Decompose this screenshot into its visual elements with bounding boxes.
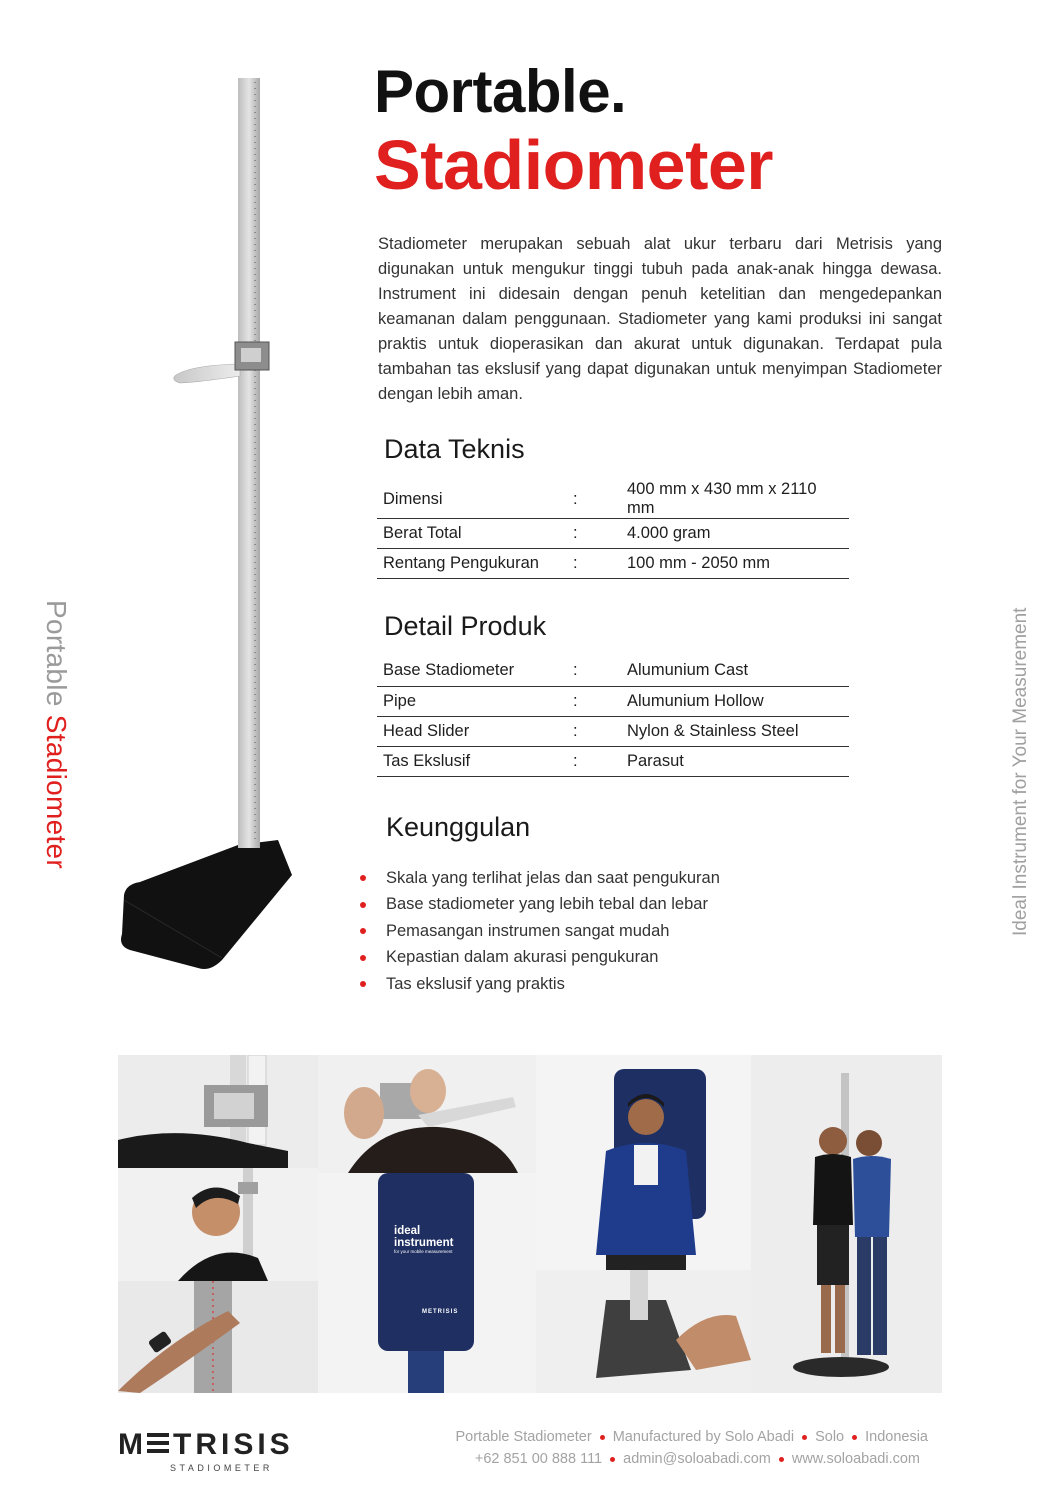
- table-row: [377, 656, 849, 686]
- detail-label: Head Slider: [377, 716, 567, 746]
- spec-value: 100 mm - 2050 mm: [621, 549, 849, 579]
- side-tagline-vertical: [1010, 568, 1040, 938]
- list-item: [360, 971, 720, 998]
- bag-brand: METRISIS: [422, 1309, 459, 1315]
- bullet-icon: [360, 875, 366, 881]
- spec-label: Dimensi: [377, 480, 567, 519]
- spec-value: 4.000 gram: [621, 519, 849, 549]
- separator-dot-icon: [802, 1435, 807, 1440]
- bag-text-line3: for your mobile measurement: [394, 1249, 453, 1254]
- footer-country: Indonesia: [865, 1429, 928, 1445]
- data-teknis-table: [377, 480, 849, 579]
- bag-text-line2: instrument: [394, 1237, 454, 1249]
- table-row: [377, 549, 849, 579]
- footer-line2: [475, 1451, 920, 1467]
- data-teknis-title: Data Teknis: [384, 434, 525, 464]
- detail-produk-title: Detail Produk: [384, 611, 547, 641]
- photo-bag-front: [318, 1173, 536, 1393]
- photo-slider-on-head: [118, 1055, 318, 1168]
- photo-man-with-bag: [536, 1055, 751, 1270]
- separator-dot-icon: [852, 1435, 857, 1440]
- table-row: [377, 686, 849, 716]
- spec-separator: :: [567, 480, 621, 519]
- photo-gallery: [118, 1055, 942, 1393]
- keunggulan-title: Keunggulan: [386, 812, 531, 842]
- table-row: [377, 746, 849, 776]
- detail-label: Pipe: [377, 686, 567, 716]
- footer-website[interactable]: www.soloabadi.com: [791, 1451, 920, 1467]
- spec-label: Rentang Pengukuran: [377, 549, 567, 579]
- footer-manufacturer: Manufactured by Solo Abadi: [612, 1429, 795, 1445]
- footer-line1: [455, 1429, 928, 1445]
- footer-city: Solo: [815, 1429, 845, 1445]
- detail-value: Parasut: [621, 746, 849, 776]
- detail-label: Tas Ekslusif: [377, 746, 567, 776]
- list-item: [360, 865, 720, 892]
- detail-separator: :: [567, 686, 621, 716]
- table-row: [377, 519, 849, 549]
- table-row: [377, 480, 849, 519]
- separator-dot-icon: [779, 1457, 784, 1462]
- list-item: [360, 892, 720, 919]
- footer-phone: +62 851 00 888 111: [474, 1451, 603, 1467]
- intro-paragraph: Stadiometer merupakan sebuah alat ukur terbaru dari Metrisis yang digunakan untuk mengukur tinggi tubuh pada anak-anak hingga dewasa. Instrument ini didesain dengan penuh ketelitian dan mengedepankan keamanan dalam penggunaan. Stadiometer yang kami produksi ini sangat praktis untuk dioperasikan dan akurat untuk digunakan. Terdapat pula tambahan tas ekslusif yang dapat digunakan untuk menyimpan Stadiometer dengan lebih aman.: [378, 235, 942, 403]
- logo-wordmark: TRISIS: [173, 1428, 294, 1461]
- list-item: [360, 918, 720, 945]
- detail-value: Alumunium Hollow: [621, 686, 849, 716]
- detail-separator: :: [567, 716, 621, 746]
- logo-e-icon: [147, 1431, 169, 1455]
- photo-man-profile: [118, 1168, 318, 1281]
- bullet-icon: [360, 902, 366, 908]
- list-item: [360, 945, 720, 972]
- footer-email[interactable]: admin@soloabadi.com: [623, 1451, 771, 1467]
- side-tagline: Ideal Instrument for Your Measurement: [1010, 607, 1031, 936]
- list-item-text: Kepastian dalam akurasi pengukuran: [386, 948, 659, 967]
- detail-label: Base Stadiometer: [377, 656, 567, 686]
- list-item-text: Base stadiometer yang lebih tebal dan lebar: [386, 895, 708, 914]
- side-title-vertical: [38, 600, 78, 900]
- table-row: [377, 716, 849, 746]
- bullet-icon: [360, 981, 366, 987]
- photo-measuring-person: [751, 1055, 942, 1393]
- photo-base-foot: [536, 1270, 751, 1393]
- detail-separator: :: [567, 746, 621, 776]
- photo-wrist-scale: [118, 1281, 318, 1393]
- logo-letter-m: M: [118, 1428, 147, 1461]
- separator-dot-icon: [610, 1457, 615, 1462]
- detail-separator: :: [567, 656, 621, 686]
- bullet-icon: [360, 955, 366, 961]
- separator-dot-icon: [600, 1435, 605, 1440]
- brand-logo: [118, 1430, 294, 1473]
- product-image: [110, 70, 310, 990]
- detail-value: Nylon & Stainless Steel: [621, 716, 849, 746]
- list-item-text: Tas ekslusif yang praktis: [386, 974, 565, 993]
- side-title-red: Stadiometer: [41, 714, 72, 870]
- bullet-icon: [360, 928, 366, 934]
- list-item-text: Skala yang terlihat jelas dan saat pengukuran: [386, 868, 720, 887]
- side-title-gray: Portable: [41, 600, 72, 715]
- page-title-line2: Stadiometer: [374, 126, 774, 204]
- list-item-text: Pemasangan instrumen sangat mudah: [386, 921, 670, 940]
- detail-produk-table: [377, 656, 849, 777]
- logo-subtitle: STADIOMETER: [170, 1463, 273, 1473]
- keunggulan-list: [360, 865, 720, 998]
- spec-value: 400 mm x 430 mm x 2110 mm: [621, 480, 849, 519]
- detail-value: Alumunium Cast: [621, 656, 849, 686]
- spec-separator: :: [567, 519, 621, 549]
- bag-text-line1: ideal: [394, 1225, 421, 1237]
- spec-label: Berat Total: [377, 519, 567, 549]
- spec-separator: :: [567, 549, 621, 579]
- photo-hands-adjusting: [318, 1055, 536, 1173]
- footer-product: Portable Stadiometer: [455, 1429, 592, 1445]
- page-title-line1: Portable.: [374, 58, 627, 125]
